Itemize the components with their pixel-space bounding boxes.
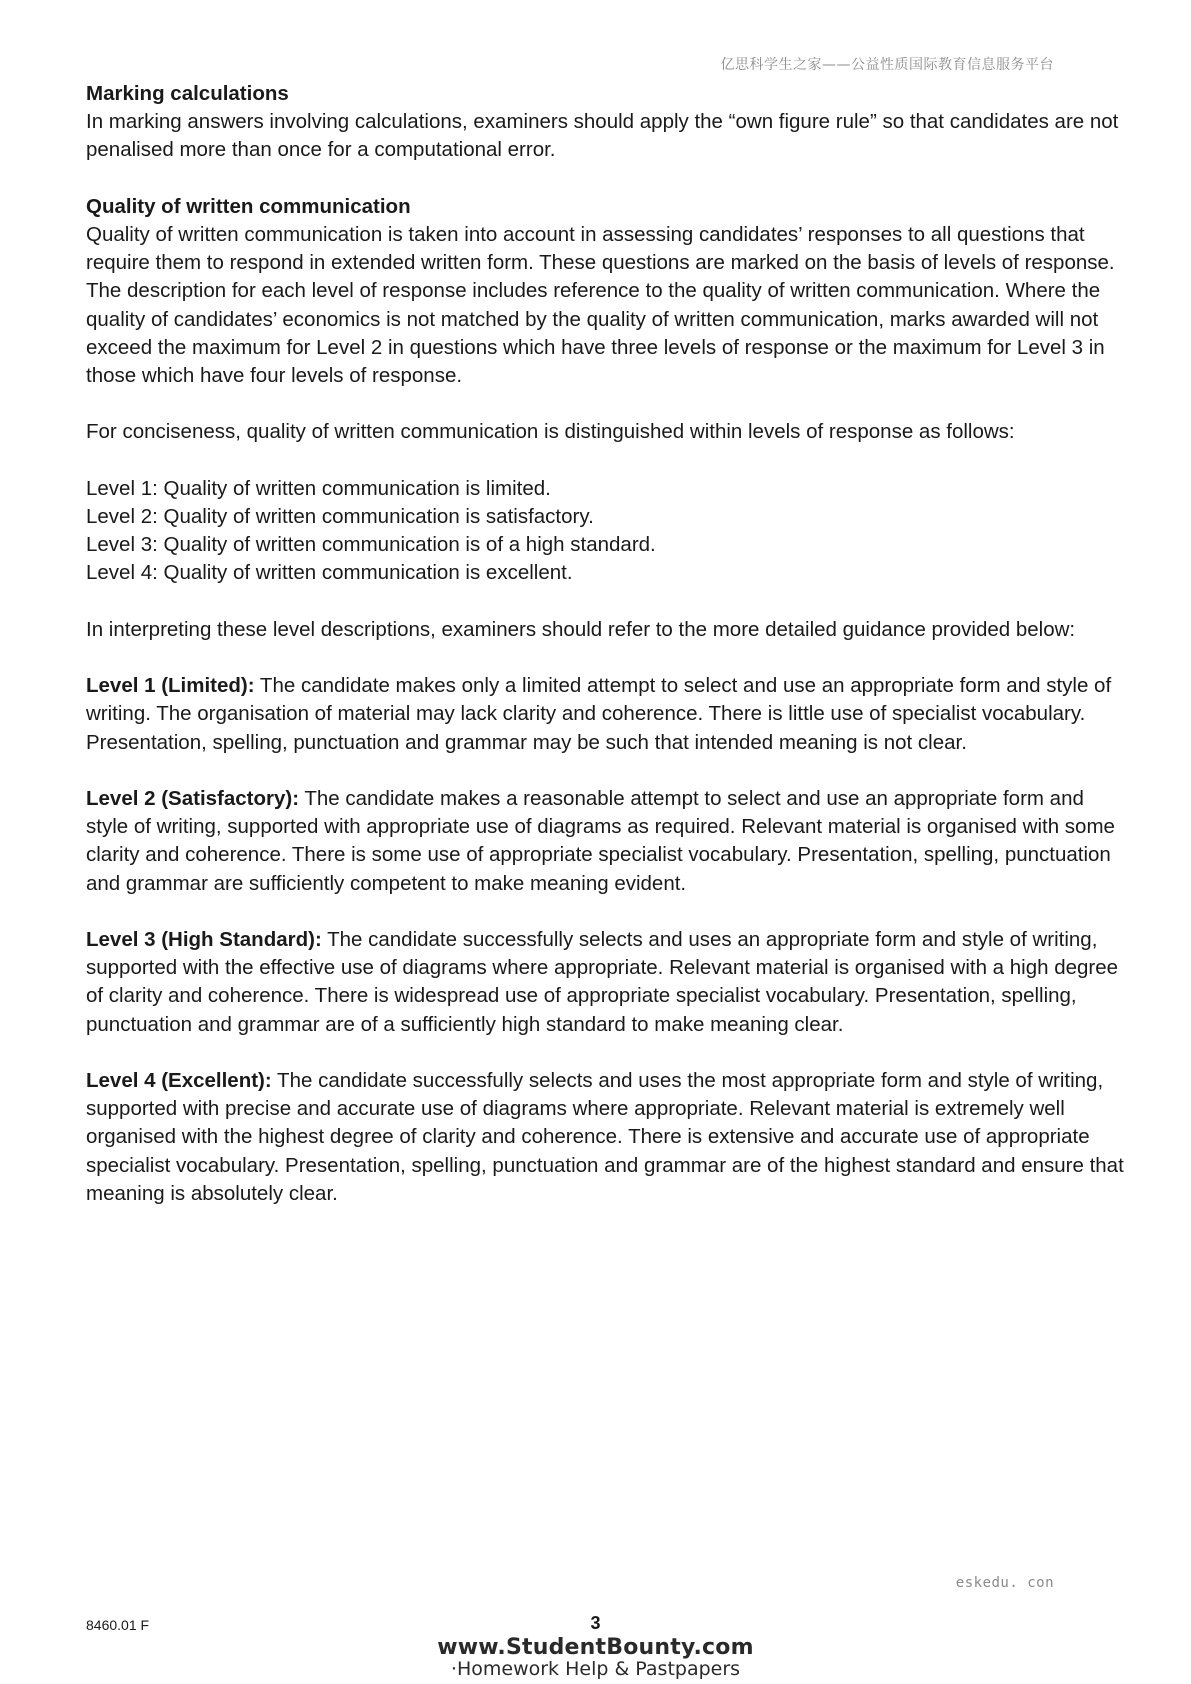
qwc-text: Quality of written communication is taken into account in assessing candidates’ responses to all questions that require them to respond in extended written form. These questions are marked on the basis of levels of response. The description for each level of response includes reference to the quality of written communication. Where the quality of candidates’ economics is not matched by the quality of written communication, marks awarded will not exceed the maximum for Level 2 in questions which have three levels of response or the maximum for Level 3 in those which have four levels of response. (86, 223, 1115, 388)
brand-tagline: ·Homework Help & Pastpapers (450, 1658, 741, 1680)
level-summary-item: Level 3: Quality of written communication is of a high standard. (86, 533, 656, 557)
level-1-description (86, 672, 1126, 757)
level-summary-list (86, 475, 1126, 588)
conciseness-text: For conciseness, quality of written communication is distinguished within levels of response as follows: (86, 420, 1015, 444)
level-2-text: The candidate makes a reasonable attempt to select and use an appropriate form and style of writing, supported with appropriate use of diagrams as required. Relevant material is organised with some clarity and coherence. There is some use of appropriate specialist vocabulary. Presentation, spelling, punctuation and grammar are sufficiently competent to make meaning evident. (86, 786, 1115, 895)
level-summary-item: Level 1: Quality of written communication is limited. (86, 476, 551, 500)
level-4-label: Level 4 (Excellent): (86, 1068, 272, 1092)
level-3-label: Level 3 (High Standard): (86, 927, 322, 951)
header-watermark: 亿思科学生之家——公益性质国际教育信息服务平台 (720, 57, 1054, 73)
marking-calculations-heading: Marking calculations (86, 82, 289, 105)
qwc-heading: Quality of written communication (86, 194, 411, 218)
level-summary-item: Level 4: Quality of written communication is excellent. (86, 561, 573, 585)
level-2-description (86, 785, 1126, 898)
level-3-text: The candidate successfully selects and uses an appropriate form and style of writing, supported with the effective use of diagrams where appropriate. Relevant material is organised with a high degree of clarity and coherence. There is widespread use of appropriate specialist vocabulary. Presentation, spelling, punctuation and grammar are of a sufficiently high standard to make meaning clear. (86, 927, 1119, 1036)
interpreting-text: In interpreting these level descriptions, examiners should refer to the more detailed guidance provided below: (86, 617, 1076, 641)
page-content (86, 80, 1126, 1236)
level-4-description (86, 1067, 1126, 1208)
footer-site-watermark: eskedu. con (955, 1575, 1054, 1591)
document-code: 8460.01 F (86, 1617, 150, 1633)
level-2-label: Level 2 (Satisfactory): (86, 786, 300, 810)
brand-url[interactable]: www.StudentBounty.com (437, 1635, 754, 1660)
level-4-text: The candidate successfully selects and uses the most appropriate form and style of writing, supported with precise and accurate use of diagrams where appropriate. Relevant material is extremely well organised with the highest degree of clarity and coherence. There is extensive and accurate use of appropriate specialist vocabulary. Presentation, spelling, punctuation and grammar are of the highest standard and ensure that meaning is absolutely clear. (86, 1068, 1124, 1205)
brand-logo[interactable] (0, 1637, 1191, 1679)
level-summary-item: Level 2: Quality of written communication is satisfactory. (86, 505, 594, 528)
marking-calculations-text: In marking answers involving calculations, examiners should apply the “own figure rule” so that candidates are not penalised more than once for a computational error. (86, 110, 1119, 162)
level-3-description (86, 926, 1126, 1039)
level-1-label: Level 1 (Limited): (86, 674, 255, 698)
level-1-text: The candidate makes only a limited attempt to select and use an appropriate form and style of writing. The organisation of material may lack clarity and coherence. There is little use of specialist vocabulary. Presentation, spelling, punctuation and grammar may be such that intended meaning is not clear. (86, 674, 1112, 754)
page-number: 3 (590, 1613, 601, 1633)
